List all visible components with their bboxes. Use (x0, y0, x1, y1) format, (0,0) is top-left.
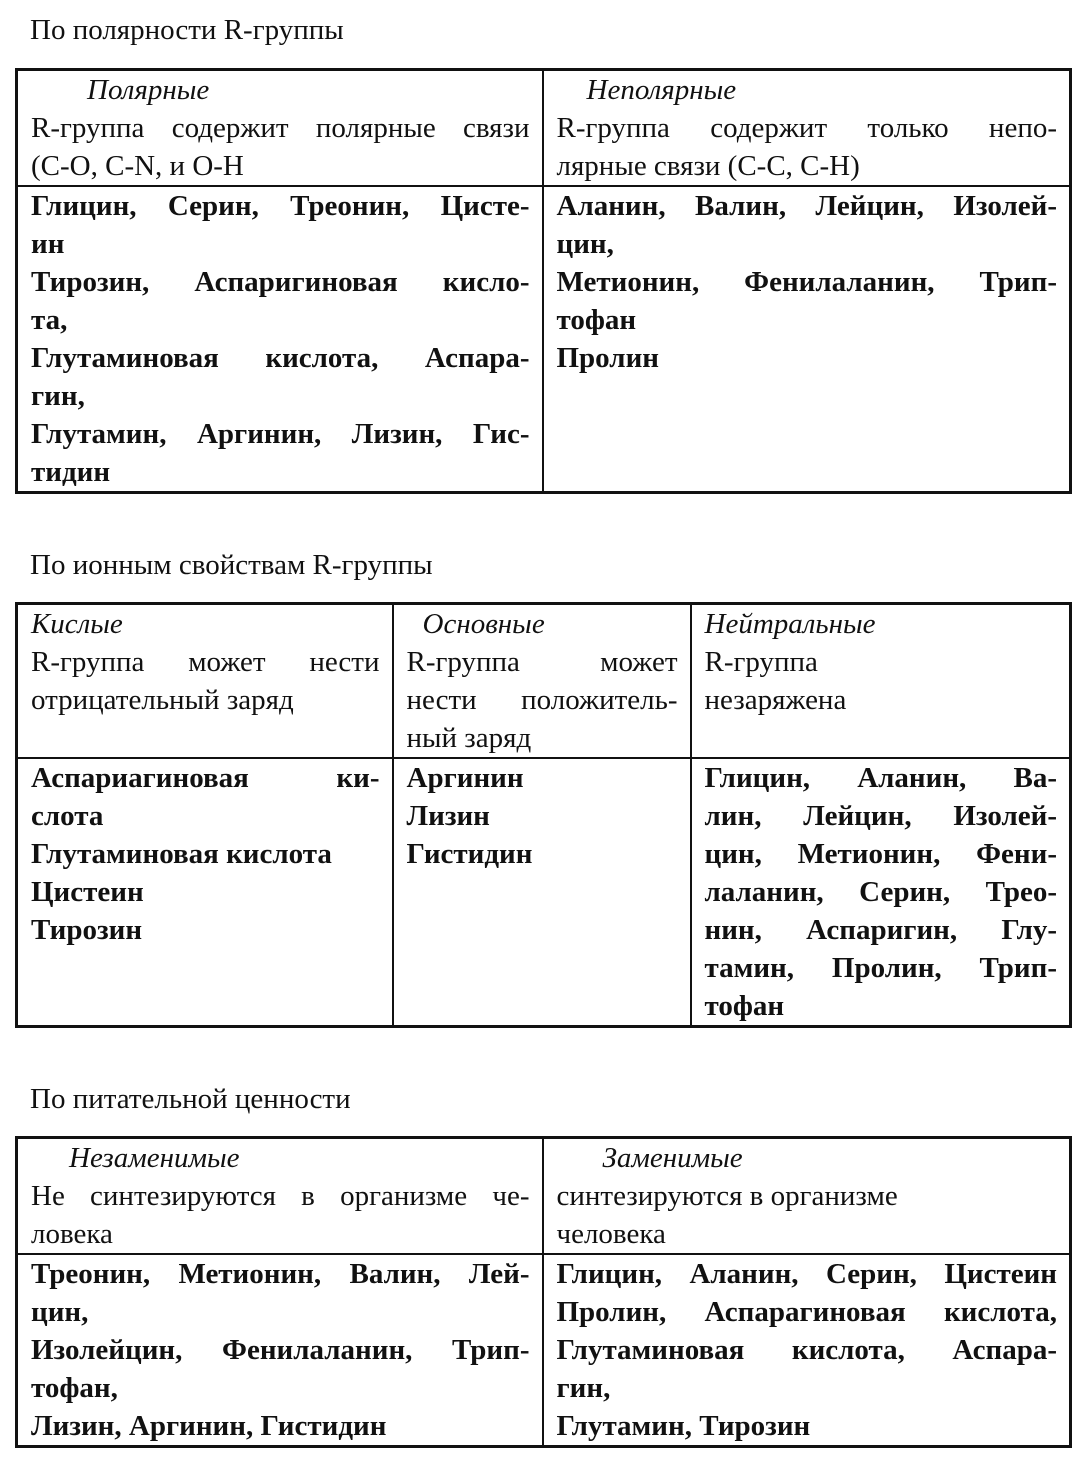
acidic-list-line: Аспариагиновая ки- (31, 762, 380, 794)
basic-amino-list (393, 758, 691, 1027)
acidic-list-line: слота (31, 800, 104, 832)
nonpolar-list-line: тофан (556, 304, 637, 336)
nonessential-amino-list (543, 1254, 1071, 1447)
section-polarity-title: По полярности R-группы (30, 14, 344, 46)
acidic-desc-line-2: отрицательный заряд (31, 684, 294, 716)
basic-desc-line-3: ный заряд (406, 722, 532, 754)
nonessential-header-cell (543, 1138, 1071, 1255)
nonessential-desc-line-2: человека (556, 1218, 666, 1250)
basic-list-line: Аргинин (406, 762, 524, 794)
nonessential-heading: Заменимые (602, 1142, 743, 1174)
essential-desc-line-1: Не синтезируются в организме че- (31, 1180, 530, 1212)
acidic-list-line: Тирозин (31, 914, 143, 946)
nonpolar-heading: Неполярные (586, 74, 737, 106)
neutral-list-line: Глицин, Аланин, Ва- (704, 762, 1057, 794)
essential-amino-list (17, 1254, 543, 1447)
essential-list-line: тофан, (31, 1372, 118, 1404)
essential-list-line: Изолейцин, Фенилаланин, Трип- (31, 1334, 530, 1366)
ionic-body-row (17, 758, 1071, 1027)
nonpolar-desc-line-1: R-группа содержит только непо- (556, 112, 1057, 144)
nonpolar-list-line: Пролин (556, 342, 659, 374)
nonessential-list-line: гин, (556, 1372, 611, 1404)
polar-list-line: тидин (31, 456, 111, 488)
polar-header-cell (17, 70, 543, 187)
nonpolar-desc-line-2: лярные связи (С-С, С-Н) (556, 150, 860, 182)
acidic-heading: Кислые (31, 608, 123, 640)
neutral-amino-list (691, 758, 1071, 1027)
acidic-header-cell (17, 604, 393, 759)
nutrition-header-row (17, 1138, 1071, 1255)
neutral-list-line: тамин, Пролин, Трип- (704, 952, 1057, 984)
polar-list-line: Глицин, Серин, Треонин, Цисте- (31, 190, 530, 222)
neutral-list-line: лин, Лейцин, Изолей- (704, 800, 1057, 832)
essential-list-line: цин, (31, 1296, 89, 1328)
polarity-table (15, 68, 1072, 494)
ionic-table (15, 602, 1072, 1028)
nonpolar-list-line: Метионин, Фенилаланин, Трип- (556, 266, 1057, 298)
basic-list-line: Гистидин (406, 838, 533, 870)
nutrition-body-row (17, 1254, 1071, 1447)
polarity-body-row (17, 186, 1071, 493)
nutrition-table (15, 1136, 1072, 1448)
essential-list-line: Лизин, Аргинин, Гистидин (31, 1410, 387, 1442)
neutral-list-line: лаланин, Серин, Трео- (704, 876, 1057, 908)
neutral-list-line: нин, Аспаригин, Глу- (704, 914, 1057, 946)
nonessential-list-line: Пролин, Аспарагиновая кислота, (556, 1296, 1057, 1328)
basic-desc-line-2: нести положитель- (406, 684, 678, 716)
essential-header-cell (17, 1138, 543, 1255)
nonessential-list-line: Глутамин, Тирозин (556, 1410, 811, 1442)
polar-desc-line-1: R-группа содержит полярные связи (31, 112, 530, 144)
section-nutrition-title: По питательной ценности (30, 1083, 351, 1115)
nonpolar-list-line: цин, (556, 228, 614, 260)
nonessential-desc-line-1: синтезируются в организме (556, 1180, 898, 1212)
polar-list-line: та, (31, 304, 68, 336)
neutral-desc-line-1: R-группа (704, 646, 818, 678)
polar-list-line: ин (31, 228, 65, 260)
basic-desc-line-1: R-группа может (406, 646, 678, 678)
acidic-list-line: Цистеин (31, 876, 144, 908)
nonpolar-amino-list (543, 186, 1071, 493)
basic-header-cell (393, 604, 691, 759)
neutral-header-cell (691, 604, 1071, 759)
polar-heading: Полярные (87, 74, 210, 106)
polar-list-line: Глутамин, Аргинин, Лизин, Гис- (31, 418, 530, 450)
acidic-list-line: Глутаминовая кислота (31, 838, 332, 870)
neutral-list-line: цин, Метионин, Фени- (704, 838, 1057, 870)
polarity-header-row (17, 70, 1071, 187)
neutral-list-line: тофан (704, 990, 785, 1022)
nonpolar-header-cell (543, 70, 1071, 187)
neutral-desc-line-2: незаряжена (704, 684, 847, 716)
polar-desc-line-2: (С-О, C-N, и О-Н (31, 150, 244, 182)
acidic-desc-line-1: R-группа может нести (31, 646, 380, 678)
essential-desc-line-2: ловека (31, 1218, 113, 1250)
nonessential-list-line: Глицин, Аланин, Серин, Цистеин (556, 1258, 1057, 1290)
ionic-header-row (17, 604, 1071, 759)
basic-heading: Основные (422, 608, 545, 640)
essential-list-line: Треонин, Метионин, Валин, Лей- (31, 1258, 530, 1290)
section-ionic-title: По ионным свойствам R-группы (30, 549, 433, 581)
nonessential-list-line: Глутаминовая кислота, Аспара- (556, 1334, 1057, 1366)
polar-list-line: Глутаминовая кислота, Аспара- (31, 342, 530, 374)
polar-amino-list (17, 186, 543, 493)
polar-list-line: Тирозин, Аспаригиновая кисло- (31, 266, 530, 298)
polar-list-line: гин, (31, 380, 85, 412)
acidic-amino-list (17, 758, 393, 1027)
nonpolar-list-line: Аланин, Валин, Лейцин, Изолей- (556, 190, 1057, 222)
essential-heading: Незаменимые (69, 1142, 240, 1174)
neutral-heading: Нейтральные (704, 608, 876, 640)
basic-list-line: Лизин (406, 800, 490, 832)
